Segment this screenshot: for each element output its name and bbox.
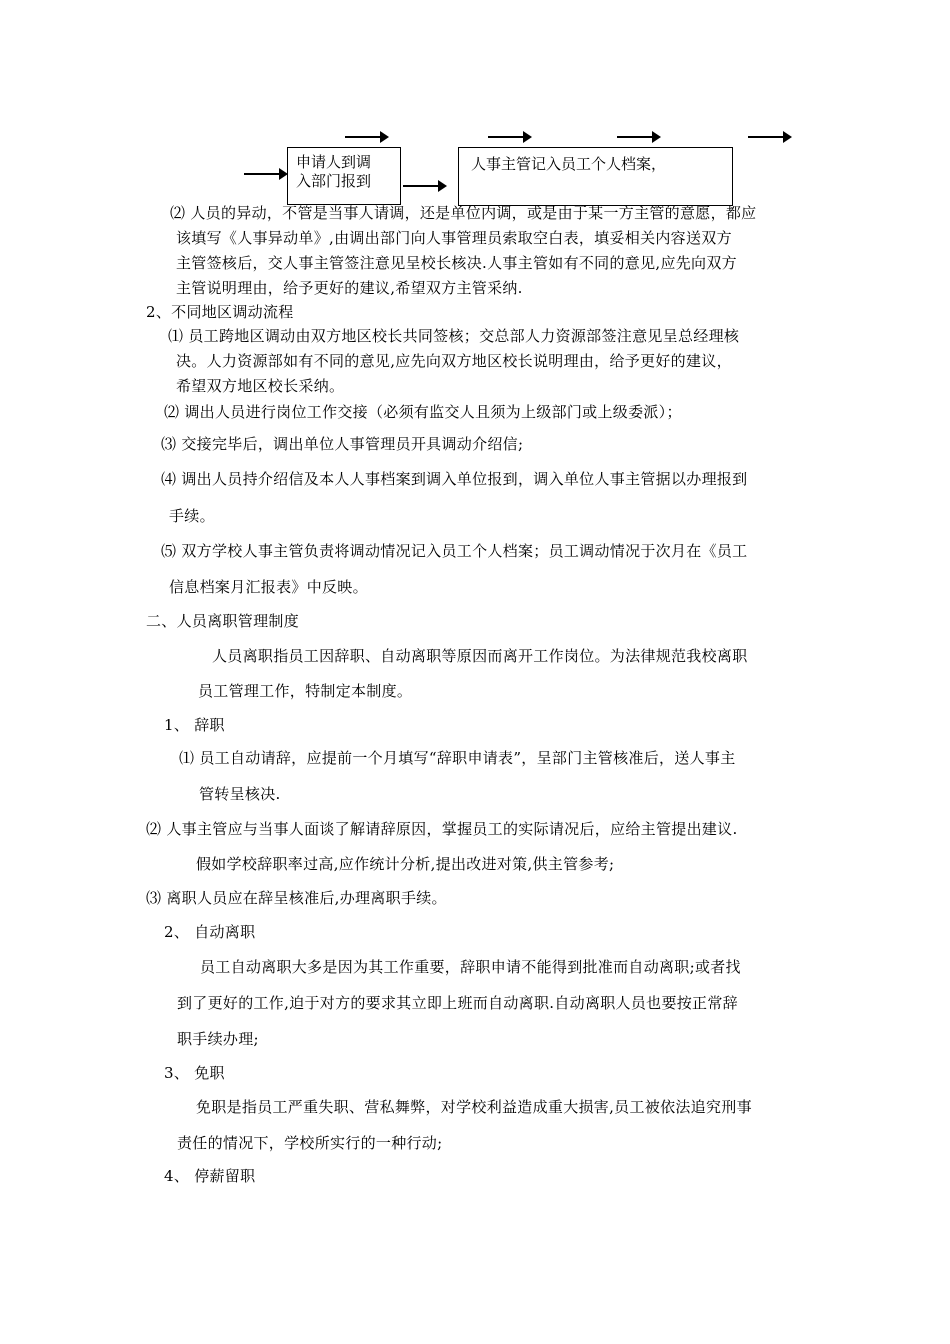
subsection-heading: 2、 自动离职 bbox=[164, 923, 256, 941]
list-item-line: ⑶ 离职人员应在辞呈核准后,办理离职手续。 bbox=[146, 889, 447, 907]
flow-box-text: 入部门报到 bbox=[296, 172, 372, 190]
flow-box-text: 人事主管记入员工个人档案， bbox=[471, 155, 667, 173]
list-item-line: 希望双方地区校长采纳。 bbox=[176, 377, 345, 395]
flow-arrow bbox=[488, 136, 530, 138]
flow-arrow bbox=[748, 136, 790, 138]
list-item-line: ⑷ 调出人员持介绍信及本人人事档案到调入单位报到，调入单位人事主管据以办理报到 bbox=[161, 470, 748, 488]
list-item-line: 管转呈核决. bbox=[199, 785, 281, 803]
paragraph-line: 员工自动离职大多是因为其工作重要，辞职申请不能得到批准而自动离职;或者找 bbox=[200, 958, 741, 976]
paragraph-line: 人员离职指员工因辞职、自动离职等原因而离开工作岗位。为法律规范我校离职 bbox=[212, 647, 748, 665]
subsection-heading: 1、 辞职 bbox=[164, 716, 225, 734]
flow-box-text: 申请人到调 bbox=[296, 153, 372, 171]
section-heading: 二、人员离职管理制度 bbox=[146, 612, 300, 630]
list-item-line: ⑵ 人事主管应与当事人面谈了解请辞原因，掌握员工的实际请况后，应给主管提出建议. bbox=[146, 820, 738, 838]
list-item-line: ⑴ 员工自动请辞，应提前一个月填写“辞职申请表”，呈部门主管核准后，送人事主 bbox=[179, 749, 736, 767]
flow-box-archive bbox=[458, 147, 733, 206]
paragraph-line: 到了更好的工作,迫于对方的要求其立即上班而自动离职.自动离职人员也要按正常辞 bbox=[177, 994, 738, 1012]
list-item-line: 手续。 bbox=[169, 507, 215, 525]
flow-arrow bbox=[244, 173, 286, 175]
list-item-line: 假如学校辞职率过高,应作统计分析,提出改进对策,供主管参考; bbox=[196, 855, 615, 873]
paragraph-line: 主管签核后，交人事主管签注意见呈校长核决.人事主管如有不同的意见,应先向双方 bbox=[176, 254, 737, 272]
paragraph-line: 职手续办理; bbox=[177, 1030, 259, 1048]
section-heading: 2、不同地区调动流程 bbox=[146, 303, 294, 321]
list-item-line: ⑶ 交接完毕后，调出单位人事管理员开具调动介绍信; bbox=[161, 435, 524, 453]
list-item-line: ⑸ 双方学校人事主管负责将调动情况记入员工个人档案；员工调动情况于次月在《员工 bbox=[161, 542, 748, 560]
paragraph-line: ⑵ 人员的异动，不管是当事人请调，还是单位内调，或是由于某一方主管的意愿，都应 bbox=[170, 204, 757, 222]
paragraph-line: 该填写《人事异动单》,由调出部门向人事管理员索取空白表，填妥相关内容送双方 bbox=[176, 229, 732, 247]
subsection-heading: 3、 免职 bbox=[164, 1064, 225, 1082]
flow-arrow bbox=[617, 136, 659, 138]
list-item-line: ⑴ 员工跨地区调动由双方地区校长共同签核；交总部人力资源部签注意见呈总经理核 bbox=[168, 327, 740, 345]
list-item-line: 信息档案月汇报表》中反映。 bbox=[169, 578, 368, 596]
flow-arrow bbox=[403, 185, 445, 187]
paragraph-line: 员工管理工作，特制定本制度。 bbox=[198, 682, 413, 700]
flow-box-report bbox=[287, 147, 401, 205]
subsection-heading: 4、 停薪留职 bbox=[164, 1167, 256, 1185]
flow-arrow bbox=[345, 136, 387, 138]
paragraph-line: 免职是指员工严重失职、营私舞弊，对学校利益造成重大损害,员工被依法追究刑事 bbox=[196, 1098, 752, 1116]
paragraph-line: 责任的情况下，学校所实行的一种行动; bbox=[177, 1134, 443, 1152]
list-item-line: ⑵ 调出人员进行岗位工作交接（必须有监交人且须为上级部门或上级委派）； bbox=[164, 403, 682, 421]
list-item-line: 决。人力资源部如有不同的意见,应先向双方地区校长说明理由，给予更好的建议， bbox=[176, 352, 732, 370]
paragraph-line: 主管说明理由，给予更好的建议,希望双方主管采纳. bbox=[176, 279, 523, 297]
